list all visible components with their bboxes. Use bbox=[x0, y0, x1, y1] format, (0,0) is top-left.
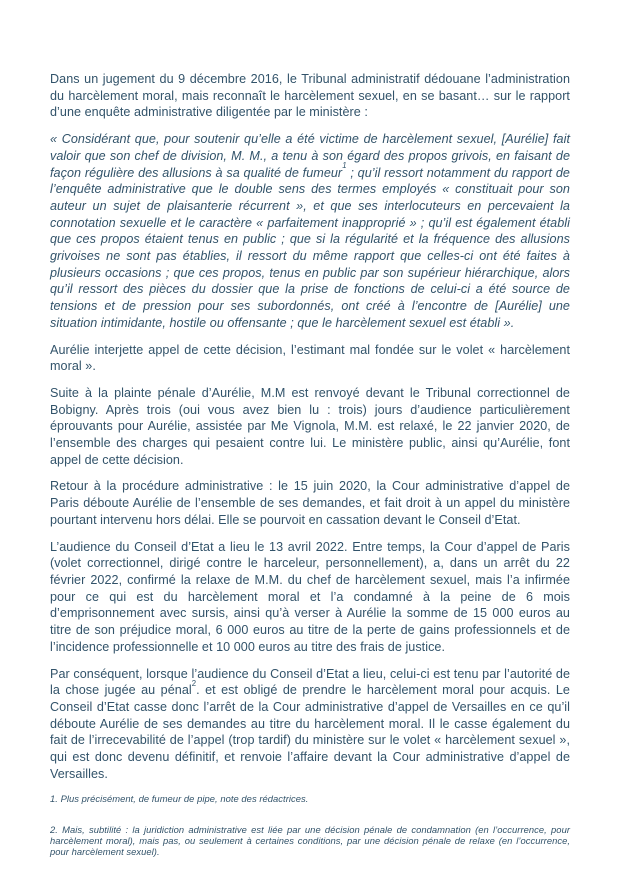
paragraph-appeal-aurelie: Aurélie interjette appel de cette décision, l’estimant mal fondée sur le volet « harcèlement moral ». bbox=[50, 342, 570, 374]
footnote-ref-1: 1 bbox=[342, 161, 347, 171]
footnote-2: 2. Mais, subtilité : la juridiction administrative est liée par une décision pénale de condamnation (en l’occurrence, pour harcèlement moral), mais pas, ou seulement à certaines conditions, par une décision pénale de relaxe (en l’occurrence, pour harcèlement sexuel). bbox=[50, 823, 570, 858]
footnote-1: 1. Plus précisément, de fumeur de pipe, note des rédactrices. bbox=[50, 793, 309, 805]
paragraph-conseil-etat-hearing: L’audience du Conseil d’Etat a lieu le 13 avril 2022. Entre temps, la Cour d’appel de Paris (volet correctionnel, dirigé contre le harceleur, personnellement), a, dans un arrêt du 22 février 2022, confirmé la relaxe de M.M. du chef de harcèlement sexuel, mais l’a infirmée pour ce qui est du harcèlement moral et l’a condamné à la peine de 6 mois d’emprisonnement avec sursis, ainsi qu’à verser à Aurélie la somme de 15 000 euros au titre de son préjudice moral, 6 000 euros au titre de la perte de gains professionnels et de l’incidence professionnelle et 10 000 euros au titre des frais de justice. bbox=[50, 539, 570, 654]
paragraph-judgment-2016: Dans un jugement du 9 décembre 2016, le Tribunal administratif dédouane l’administration du harcèlement moral, mais reconnaît le harcèlement sexuel, en se basant… sur le rapport d’une enquête administrative diligentée par le ministère : bbox=[50, 72, 570, 120]
quote-text-part1: « Considérant que, pour soutenir qu’elle a été victime de harcèlement sexuel, [Aurélie] fait valoir que son chef de division, M. M., a tenu à son égard des propos grivois, en faisant de façon régulière des allusions à sa qualité de fumeur bbox=[50, 132, 570, 180]
article-body bbox=[50, 71, 570, 782]
paragraph-consequence-cassation bbox=[50, 666, 570, 783]
quote-text-part2: ; qu’il ressort notamment du rapport de l’enquête administrative que le double sens des termes employés « constituait pour son auteur un sujet de plaisanterie récurrent », et que ses interlocuteurs en percevaient la connotation sexuelle et le caractère « parfaitement inapproprié » ; qu’il est également établi que ces propos étaient tenus en public ; que si la régularité et la fréquence des allusions grivoises ne sont pas établies, il ressort du même rapport que celles-ci ont été faites à plusieurs occasions ; que ces propos, tenus en public par son supérieur hiérarchique, alors qu’il ressort des pièces du dossier que la prise de fonctions de celui-ci a été source de tensions et de pression pour ses subordonnés, ont créé à l’encontre de [Aurélie] une situation intimidante, hostile ou offensante ; que le harcèlement sexuel est établi ». bbox=[50, 165, 570, 330]
paragraph-administrative-procedure: Retour à la procédure administrative : le 15 juin 2020, la Cour administrative d’appel de Paris déboute Aurélie de l’ensemble de ses demandes, et fait droit à un appel du ministère pourtant intervenu hors délai. Elle se pourvoit en cassation devant le Conseil d’Etat. bbox=[50, 479, 570, 527]
footnotes-section bbox=[50, 793, 570, 857]
paragraph-quote-considerant bbox=[50, 131, 570, 331]
paragraph-criminal-trial-bobigny: Suite à la plainte pénale d’Aurélie, M.M est renvoyé devant le Tribunal correctionnel de Bobigny. Après trois (oui vous avez bien lu : trois) jours d’audience particulièrement éprouvants pour Aurélie, assistée par Me Vignola, M.M. est relaxé, le 22 janvier 2020, de l’ensemble des charges qui pesaient contre lui. Le ministère public, ainsi qu’Aurélie, font appel de cette décision. bbox=[50, 385, 570, 467]
consequence-text-part2: . et est obligé de prendre le harcèlement moral pour acquis. Le Conseil d’Etat casse donc l’arrêt de la Cour administrative d’appel de Versailles en ce qu’il déboute Aurélie de ses demandes au titre du harcèlement moral. Il le casse également du fait de l’irrecevabilité de l’appel (trop tardif) du ministère sur le volet « harcèlement sexuel », qui est donc devenu définitif, et renvoie l’affaire devant la Cour administrative d’appel de Versailles. bbox=[50, 683, 570, 781]
footnote-ref-2: 2 bbox=[191, 679, 197, 689]
consequence-text-part1: Par conséquent, lorsque l’audience du Conseil d’Etat a lieu, celui-ci est tenu par l’autorité de la chose jugée au pénal bbox=[50, 666, 570, 698]
